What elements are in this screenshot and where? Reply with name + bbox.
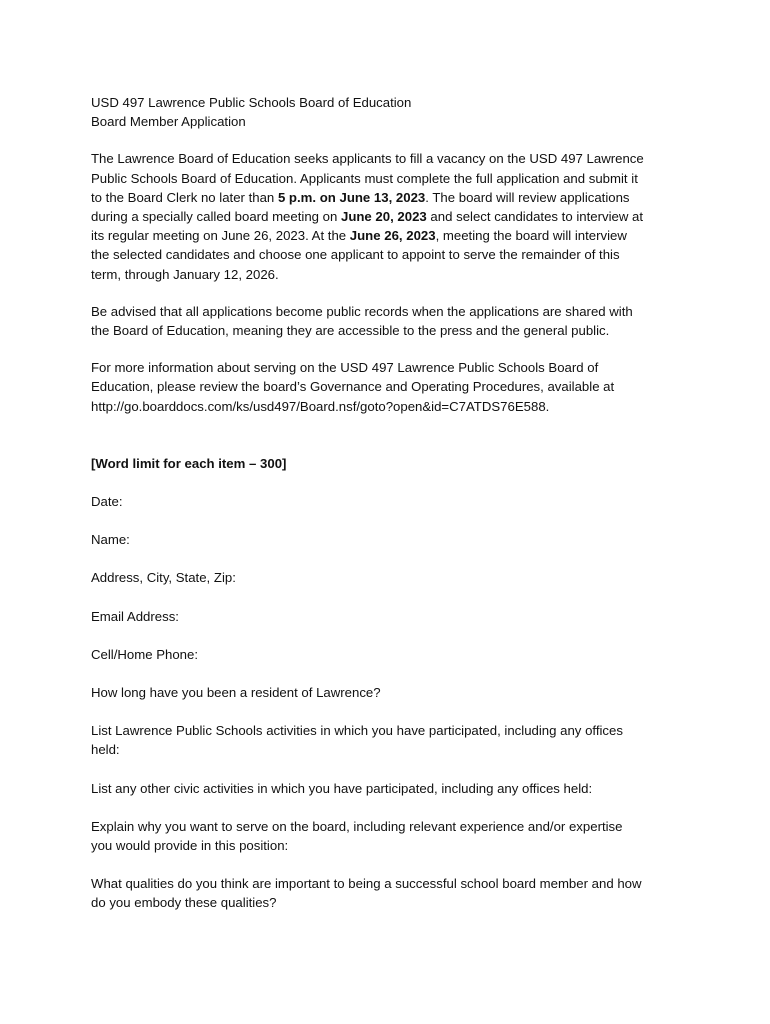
field-email	[91, 607, 691, 626]
field-phone	[91, 645, 691, 664]
question-why-serve	[91, 817, 691, 855]
field-address	[91, 568, 691, 587]
question-activities-text: held:	[91, 742, 120, 758]
field-date	[91, 492, 691, 511]
intro-line: Public Schools Board of Education. Applicants must complete the full application and submit it	[91, 170, 638, 186]
intro-text: , meeting the board will interview	[435, 228, 627, 244]
field-label-name: Name:	[91, 532, 130, 548]
field-label-date: Date:	[91, 494, 123, 510]
question-activities	[91, 721, 691, 759]
document-page	[91, 93, 691, 913]
question-why-serve-text: Explain why you want to serve on the board, including relevant experience and/or expertise	[91, 818, 623, 834]
document-header	[91, 93, 691, 131]
deadline-date: 5 p.m. on June 13, 2023	[277, 189, 426, 205]
question-activities-text: List Lawrence Public Schools activities in which you have participated, including any offices	[91, 723, 623, 739]
question-civic-text: List any other civic activities in which you have participated, including any offices held:	[91, 780, 593, 796]
header-line-2: Board Member Application	[91, 114, 246, 130]
review-date: June 20, 2023	[340, 209, 427, 225]
header-line-1: USD 497 Lawrence Public Schools Board of Education	[91, 95, 412, 110]
intro-text: its regular meeting on June 26, 2023. At the	[91, 228, 350, 244]
intro-line	[91, 207, 691, 226]
question-qualities	[91, 874, 691, 912]
intro-line	[91, 188, 691, 207]
interview-date: June 26, 2023	[349, 228, 436, 244]
word-limit-text: [Word limit for each item – 300]	[91, 455, 287, 471]
field-label-address: Address, City, State, Zip:	[91, 570, 236, 586]
advisory-line: the Board of Education, meaning they are accessible to the press and the general public.	[91, 323, 610, 339]
question-civic	[91, 779, 691, 798]
field-name	[91, 530, 691, 549]
intro-text: during a specially called board meeting on	[91, 209, 341, 225]
field-label-email: Email Address:	[91, 608, 179, 624]
intro-text: . The board will review applications	[425, 189, 630, 205]
intro-line	[91, 226, 691, 245]
intro-line: The Lawrence Board of Education seeks applicants to fill a vacancy on the USD 497 Lawrence	[91, 151, 644, 167]
question-qualities-text: What qualities do you think are important to being a successful school board member and how	[91, 876, 642, 892]
advisory-paragraph	[91, 302, 691, 340]
more-info-line: Education, please review the board’s Governance and Operating Procedures, available at	[91, 379, 615, 395]
intro-paragraph	[91, 149, 691, 283]
intro-line: the selected candidates and choose one applicant to appoint to serve the remainder of this	[91, 247, 620, 263]
question-residency	[91, 683, 691, 702]
intro-text: and select candidates to interview at	[426, 209, 644, 225]
question-residency-text: How long have you been a resident of Lawrence?	[91, 685, 381, 701]
advisory-line: Be advised that all applications become public records when the applications are shared with	[91, 303, 633, 319]
word-limit-note	[91, 454, 691, 473]
more-info-line: For more information about serving on the USD 497 Lawrence Public Schools Board of	[91, 360, 599, 376]
board-docs-link[interactable]: http://go.boarddocs.com/ks/usd497/Board.nsf/goto?open&id=C7ATDS76E588.	[91, 398, 550, 414]
intro-line: term, through January 12, 2026.	[91, 266, 279, 282]
question-why-serve-text: you would provide in this position:	[91, 838, 289, 854]
field-label-phone: Cell/Home Phone:	[91, 646, 199, 662]
question-qualities-text: do you embody these qualities?	[91, 895, 277, 911]
intro-text: to the Board Clerk no later than	[91, 189, 278, 205]
more-info-paragraph	[91, 358, 691, 416]
